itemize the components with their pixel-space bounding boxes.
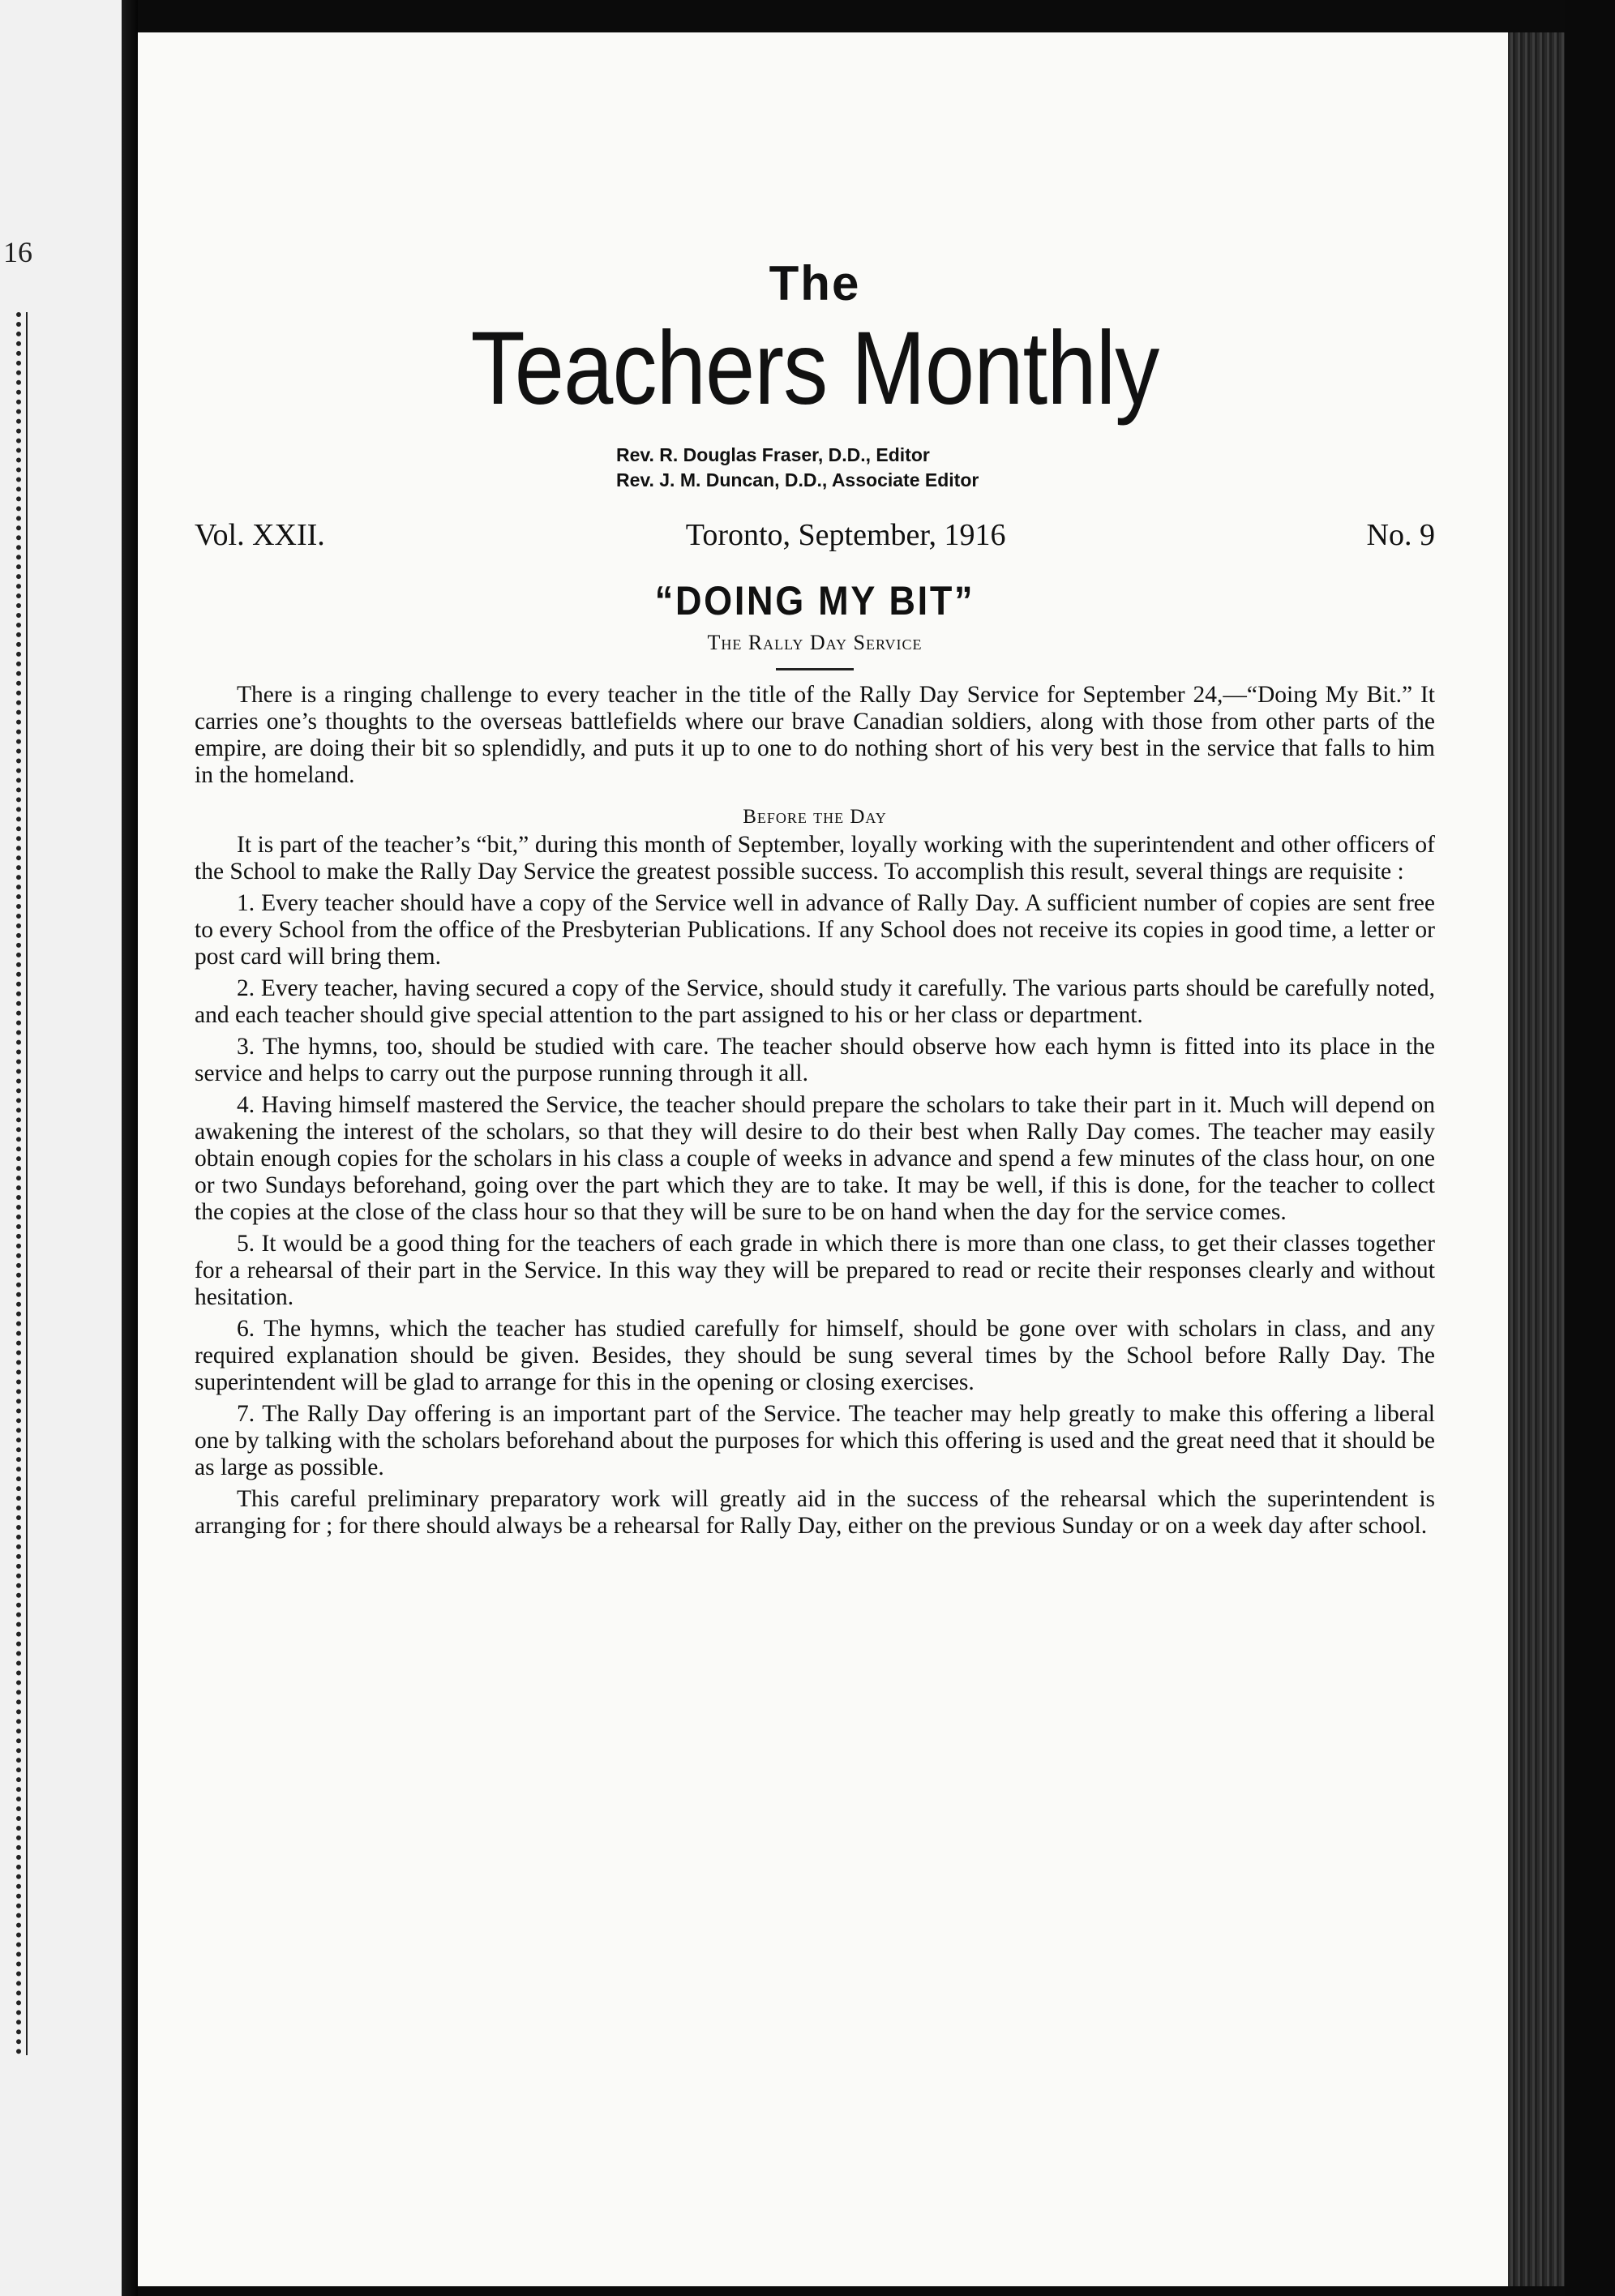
volume-label: Vol. XXII. bbox=[195, 518, 325, 553]
magazine-title: Teachers Monthly bbox=[470, 311, 1159, 426]
facing-page-border-rule bbox=[16, 312, 28, 2055]
section-heading: Before the Day bbox=[743, 806, 887, 829]
place-date-label: Toronto, September, 1916 bbox=[685, 518, 1006, 553]
body-paragraph: 4. Having himself mastered the Service, the teacher should prepare the scholars to take their part in it. Much will depend on awakening the interest of the scholars, so that they will desire to do their best when Rally Day comes. The teacher may easily obtain enough copies for the scholars in his class a couple of weeks in advance and spend a few minutes of the class hour, on one or two Sundays beforehand, going over the part which they are to take. It may be well, if this is done, for the teacher to collect the copies at the close of the class hour so that they will be sure to be on hand when the day for the service comes. bbox=[195, 1092, 1435, 1226]
book-gutter bbox=[122, 0, 138, 2296]
page-content bbox=[195, 256, 1435, 1540]
page-stack-edge bbox=[1508, 32, 1565, 2286]
editor-line: Rev. R. Douglas Fraser, D.D., Editor bbox=[616, 444, 930, 466]
intro-paragraph: There is a ringing challenge to every teacher in the title of the Rally Day Service for September 24,—“Doing My Bit.” It carries one’s thoughts to the overseas battlefields where our brave Canadian soldiers, along with those from other parts of the empire, are doing their bit so splendidly, and puts it up to one to do nothing short of his very best in the service that falls to him in the homeland. bbox=[195, 682, 1435, 789]
body-paragraph: 5. It would be a good thing for the teachers of each grade in which there is more than one class, to get their classes together for a rehearsal of their part in the Service. In this way they will be prepared to read or recite their responses clearly and without hesitation. bbox=[195, 1231, 1435, 1311]
body-paragraph: This careful preliminary preparatory work will greatly aid in the success of the rehearsal which the superintendent is arranging for ; for there should always be a rehearsal for Rally Day, either on the previous Sunday or on a week day after school. bbox=[195, 1486, 1435, 1540]
editors-block bbox=[616, 443, 1435, 493]
body-paragraph: 6. The hymns, which the teacher has studied carefully for himself, should be gone over with scholars in class, and any required explanation should be given. Besides, they should be sung several times by the School before Rally Day. The superintendent will be glad to arrange for this in the opening or closing exercises. bbox=[195, 1316, 1435, 1396]
body-paragraph: 2. Every teacher, having secured a copy of the Service, should study it carefully. The various parts should be carefully noted, and each teacher should give special attention to the part assigned to his or her class or department. bbox=[195, 975, 1435, 1029]
body-paragraph: It is part of the teacher’s “bit,” during this month of September, loyally working with the superintendent and other officers of the School to make the Rally Day Service the greatest possible success. To accomplish this result, several things are requisite : bbox=[195, 832, 1435, 885]
article-body bbox=[195, 682, 1435, 1540]
masthead-the: The bbox=[769, 256, 861, 311]
magazine-page bbox=[138, 32, 1508, 2286]
scan-border bbox=[1565, 0, 1615, 2296]
facing-page-number: 16 bbox=[3, 236, 32, 268]
headline-divider bbox=[776, 668, 854, 670]
issue-line bbox=[195, 517, 1435, 553]
associate-editor-line: Rev. J. M. Duncan, D.D., Associate Editor bbox=[616, 469, 979, 491]
issue-number-label: No. 9 bbox=[1366, 518, 1435, 553]
body-paragraph: 1. Every teacher should have a copy of the Service well in advance of Rally Day. A sufficient number of copies are sent free to every School from the office of the Presbyterian Publications. If any School does not receive its copies in good time, a letter or post card will bring them. bbox=[195, 890, 1435, 970]
body-paragraph: 3. The hymns, too, should be studied with care. The teacher should observe how each hymn is fitted into its place in the service and helps to carry out the purpose running through it all. bbox=[195, 1034, 1435, 1087]
facing-page bbox=[0, 0, 122, 2296]
body-paragraph: 7. The Rally Day offering is an important part of the Service. The teacher may help greatly to make this offering a liberal one by talking with the scholars beforehand about the purposes for which this offering is used and the great need that it should be as large as possible. bbox=[195, 1401, 1435, 1481]
article-subtitle: The Rally Day Service bbox=[707, 631, 923, 655]
article-headline: “DOING MY BIT” bbox=[654, 578, 975, 624]
